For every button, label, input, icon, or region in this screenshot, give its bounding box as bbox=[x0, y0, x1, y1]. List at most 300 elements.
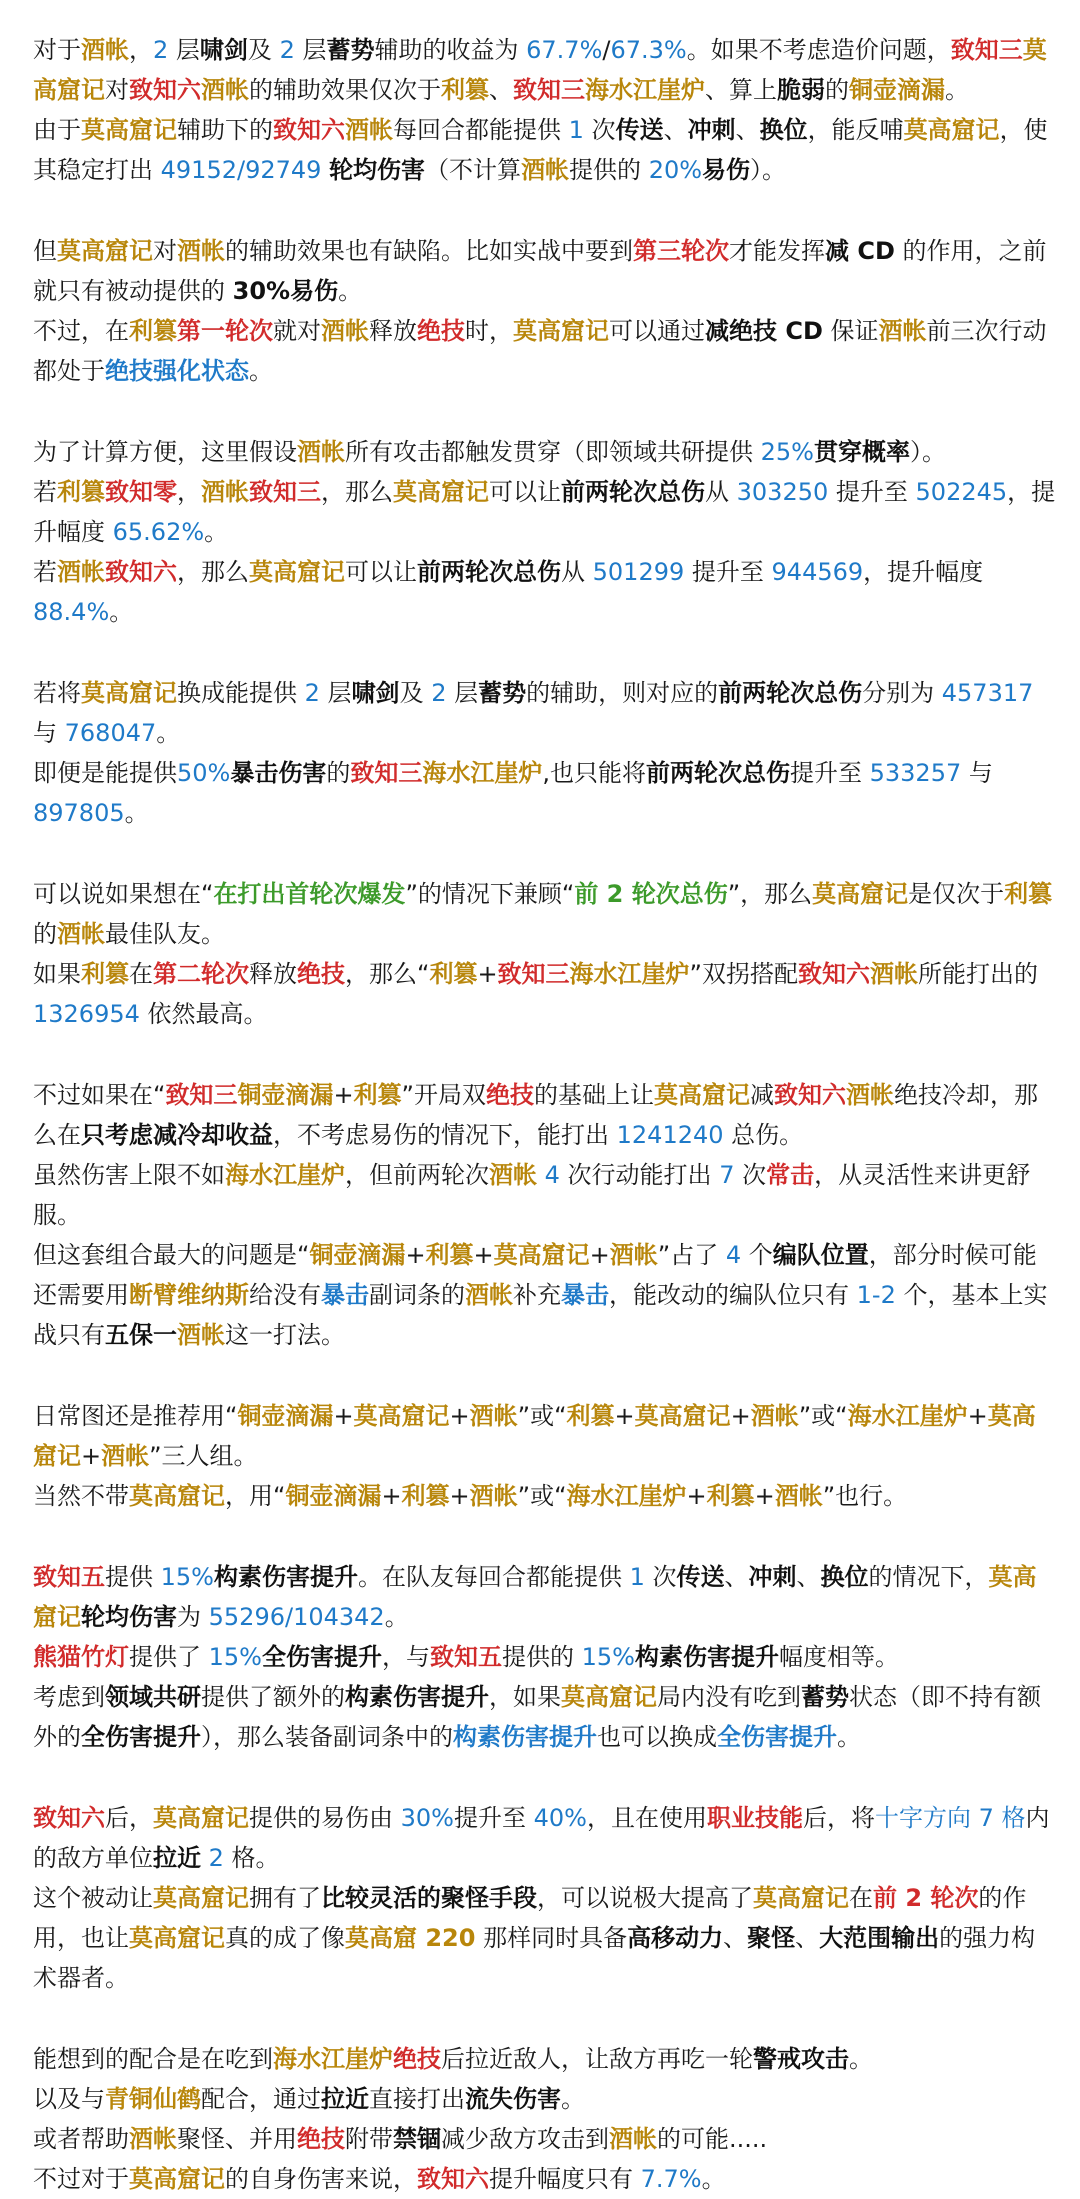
highlight-term: 酒帐 bbox=[609, 2125, 657, 2153]
highlight-term: 酒帐 bbox=[201, 76, 249, 104]
text-run: 幅度相等。 bbox=[778, 1643, 899, 1671]
highlight-term: 酒帐 bbox=[81, 36, 129, 64]
highlight-term: 2 bbox=[208, 1844, 224, 1872]
text-run: 的 bbox=[825, 76, 849, 104]
text-run: 。 bbox=[124, 799, 149, 827]
paragraph bbox=[33, 874, 1056, 1034]
paragraph bbox=[33, 673, 1056, 833]
text-run: 总伤。 bbox=[723, 1121, 804, 1149]
highlight-term: 只考虑减冷却收益 bbox=[81, 1121, 273, 1149]
highlight-term: 酒帐 bbox=[469, 1402, 518, 1430]
highlight-term: 啸剑 bbox=[199, 36, 248, 64]
text-run: ）。 bbox=[750, 156, 787, 184]
text-run: 考虑到 bbox=[33, 1683, 105, 1711]
text-run: 那样同时具备 bbox=[475, 1924, 628, 1952]
text-run: 、 bbox=[489, 76, 513, 104]
highlight-term: 457317 bbox=[941, 679, 1034, 707]
text-run: 为了计算方便，这里假设 bbox=[33, 438, 297, 466]
highlight-term: 传送 bbox=[615, 116, 664, 144]
text-run: + bbox=[333, 1081, 354, 1109]
text-run: ”三人组。 bbox=[149, 1442, 258, 1470]
text-run: 就对 bbox=[273, 317, 321, 345]
highlight-term: 前两轮次总伤 bbox=[718, 679, 863, 707]
text-run: ，能反哺 bbox=[807, 116, 904, 144]
text-run: + bbox=[589, 1241, 610, 1269]
highlight-term: 酒帐 bbox=[201, 478, 249, 506]
highlight-term: 酒帐 bbox=[297, 438, 345, 466]
text-run: 、算上 bbox=[705, 76, 777, 104]
highlight-term: 前两轮次总伤 bbox=[417, 558, 561, 586]
text-run: 由于 bbox=[33, 116, 81, 144]
text-run: 。 bbox=[701, 2165, 726, 2193]
text-run: 的情况下， bbox=[868, 1563, 989, 1591]
text-run: + bbox=[473, 1241, 494, 1269]
text-run: 前三次行动都处于 bbox=[33, 317, 1047, 385]
text-run: / bbox=[602, 36, 611, 64]
text-run: ”或“ bbox=[517, 1402, 567, 1430]
highlight-term: 减 CD bbox=[825, 237, 895, 265]
highlight-term: 青铜仙鹤 bbox=[105, 2085, 201, 2113]
text-run: 的强力构术器者。 bbox=[33, 1924, 1036, 1992]
text-run: 提供的 bbox=[569, 156, 649, 184]
text-run: 这一打法。 bbox=[225, 1321, 345, 1349]
highlight-term: 莫高窟记 bbox=[653, 1081, 750, 1109]
highlight-term: 脆弱 bbox=[777, 76, 825, 104]
text-run: 次 bbox=[583, 116, 616, 144]
highlight-term: 熊猫竹灯 bbox=[33, 1643, 129, 1671]
text-line bbox=[33, 874, 1056, 954]
highlight-term: 五保一 bbox=[105, 1321, 177, 1349]
text-run: 减 bbox=[749, 1081, 774, 1109]
highlight-term: 49152/92749 bbox=[160, 156, 322, 184]
text-run: 提升至 bbox=[453, 1804, 534, 1832]
highlight-term: 2 bbox=[304, 679, 320, 707]
highlight-term: 致知三 bbox=[165, 1081, 238, 1109]
text-run: 副词条的 bbox=[369, 1281, 465, 1309]
text-run: + bbox=[449, 1402, 470, 1430]
text-run: 但这套组合最大的问题是“ bbox=[33, 1241, 310, 1269]
highlight-term: 致知三 bbox=[497, 960, 570, 988]
text-run: 或者帮助 bbox=[33, 2125, 129, 2153]
highlight-term: 铜壶滴漏 bbox=[237, 1081, 334, 1109]
text-run: 虽然伤害上限不如 bbox=[33, 1161, 225, 1189]
paragraph bbox=[33, 1557, 1056, 1757]
text-run: 、 bbox=[663, 116, 688, 144]
text-run: 以及与 bbox=[33, 2085, 105, 2113]
highlight-term: 莫高窟记 bbox=[634, 1402, 731, 1430]
paragraph bbox=[33, 1396, 1056, 1516]
highlight-term: 海水江崖炉 bbox=[585, 76, 705, 104]
text-run: 层 bbox=[319, 679, 352, 707]
text-run: 状态（即不持有额外的 bbox=[33, 1683, 1041, 1751]
highlight-term: 莫高窟记 bbox=[33, 36, 1047, 104]
text-run: 从 bbox=[705, 478, 737, 506]
highlight-term: 40% bbox=[533, 1804, 587, 1832]
highlight-term: 莫高窟记 bbox=[33, 1402, 1036, 1470]
highlight-term: 职业技能 bbox=[706, 1804, 803, 1832]
text-run: ，提升幅度 bbox=[33, 478, 1056, 546]
text-run: 。在队友每回合都能提供 bbox=[357, 1563, 630, 1591]
text-run: 与 bbox=[961, 759, 993, 787]
highlight-term: 蓄势 bbox=[478, 679, 527, 707]
highlight-term: 25% bbox=[760, 438, 814, 466]
highlight-term: 比较灵活的聚怪手段 bbox=[321, 1884, 537, 1912]
highlight-term: 海水江崖炉 bbox=[225, 1161, 345, 1189]
highlight-term: 944569 bbox=[771, 558, 864, 586]
paragraph bbox=[33, 432, 1056, 632]
highlight-term: 铜壶滴漏 bbox=[285, 1482, 382, 1510]
highlight-term: 构素伤害提升 bbox=[453, 1723, 597, 1751]
text-run: 的 bbox=[33, 920, 57, 948]
text-line bbox=[33, 1878, 1056, 1998]
text-run: ，从灵活性来讲更舒服。 bbox=[33, 1161, 1031, 1229]
text-run: 若 bbox=[33, 478, 57, 506]
highlight-term: 莫高窟记 bbox=[129, 1482, 225, 1510]
highlight-term: 2 bbox=[153, 36, 169, 64]
text-run: 后拉近敌人，让敌方再吃一轮 bbox=[441, 2045, 753, 2073]
highlight-term: 67.7% bbox=[526, 36, 603, 64]
highlight-term: 绝技 bbox=[417, 317, 465, 345]
highlight-term: 禁锢 bbox=[393, 2125, 441, 2153]
text-run: 。 bbox=[109, 598, 134, 626]
highlight-term: 易伤 bbox=[702, 156, 751, 184]
highlight-term: 莫高窟记 bbox=[153, 1804, 249, 1832]
text-run: 辅助的收益为 bbox=[374, 36, 527, 64]
text-run: 提升幅度只有 bbox=[489, 2165, 641, 2193]
highlight-term: 1 bbox=[629, 1563, 645, 1591]
text-run: ，使其稳定打出 bbox=[33, 116, 1048, 184]
highlight-term: 莫高窟 220 bbox=[345, 1924, 476, 1952]
highlight-term: 酒帐 bbox=[345, 116, 393, 144]
text-run: 是仅次于 bbox=[908, 880, 1005, 908]
paragraph bbox=[33, 231, 1056, 391]
text-run: 层 bbox=[294, 36, 327, 64]
highlight-term: 构素伤害提升 bbox=[213, 1563, 358, 1591]
text-line bbox=[33, 552, 1056, 632]
text-run: 的 bbox=[326, 759, 351, 787]
highlight-term: 前两轮次总伤 bbox=[645, 759, 790, 787]
text-run: 可以说如果想在“ bbox=[33, 880, 214, 908]
text-run: ，可以说极大提高了 bbox=[537, 1884, 753, 1912]
highlight-term: 绝技 bbox=[393, 2045, 441, 2073]
text-run: 的作用，也让 bbox=[33, 1884, 1027, 1952]
text-line bbox=[33, 1476, 1056, 1516]
text-line bbox=[33, 1677, 1056, 1757]
text-run: 。 bbox=[156, 719, 181, 747]
text-run: 的辅助效果仅次于 bbox=[249, 76, 441, 104]
text-run: 为 bbox=[177, 1603, 209, 1631]
text-run: ，用“ bbox=[225, 1482, 286, 1510]
highlight-term: 减绝技 CD bbox=[705, 317, 823, 345]
highlight-term: 4 bbox=[725, 1241, 742, 1269]
highlight-term: 利篡 bbox=[429, 960, 478, 988]
text-run: ，部分时候可能还需要用 bbox=[33, 1241, 1037, 1309]
highlight-term: 绝技 bbox=[297, 960, 345, 988]
text-run: 依然最高。 bbox=[139, 1000, 268, 1028]
text-run: 可以让 bbox=[489, 478, 561, 506]
text-run: 辅助下的 bbox=[177, 116, 273, 144]
text-run: 拥有了 bbox=[249, 1884, 321, 1912]
text-run: + bbox=[967, 1402, 988, 1430]
text-run: ，与 bbox=[381, 1643, 430, 1671]
highlight-term: 海水江崖炉 bbox=[566, 1482, 687, 1510]
highlight-term: 传送 bbox=[676, 1563, 725, 1591]
text-run: 。 bbox=[837, 1723, 861, 1751]
text-run: 的作用，之前就只有被动提供的 bbox=[33, 237, 1047, 305]
text-run: 但 bbox=[33, 237, 57, 265]
highlight-term: 第二轮次 bbox=[153, 960, 249, 988]
text-run: 、 bbox=[795, 1924, 820, 1952]
paragraph bbox=[33, 30, 1056, 190]
highlight-term: 暴击 bbox=[321, 1281, 369, 1309]
highlight-term: 酒帐 bbox=[489, 1161, 537, 1189]
highlight-term: 致知六 bbox=[797, 960, 870, 988]
text-run: 从 bbox=[561, 558, 593, 586]
highlight-term: 全伤害提升 bbox=[261, 1643, 382, 1671]
highlight-term: 303250 bbox=[736, 478, 829, 506]
text-run: 。 bbox=[945, 76, 969, 104]
highlight-term: 断臂维纳斯 bbox=[129, 1281, 249, 1309]
highlight-term: 致知六 bbox=[773, 1081, 846, 1109]
paragraph bbox=[33, 1075, 1056, 1355]
text-run: ”的情况下兼顾“ bbox=[405, 880, 575, 908]
highlight-term: 897805 bbox=[33, 799, 125, 827]
highlight-term: 构素伤害提升 bbox=[634, 1643, 779, 1671]
text-run: 。 bbox=[849, 2045, 873, 2073]
text-run: + bbox=[81, 1442, 102, 1470]
highlight-term: 利篡 bbox=[425, 1241, 474, 1269]
highlight-term: 绝技强化状态 bbox=[105, 357, 249, 385]
text-run: ，那么 bbox=[321, 478, 393, 506]
highlight-term: 常击 bbox=[766, 1161, 815, 1189]
text-run: 对 bbox=[153, 237, 177, 265]
highlight-term: 酒帐 bbox=[869, 960, 918, 988]
text-line bbox=[33, 2119, 1056, 2159]
text-run: + bbox=[614, 1402, 635, 1430]
highlight-term: 暴击 bbox=[561, 1281, 609, 1309]
highlight-term: 莫高窟记 bbox=[153, 1884, 249, 1912]
highlight-term: 1-2 bbox=[856, 1281, 896, 1309]
text-line bbox=[33, 2039, 1056, 2079]
text-run: ），那么装备副词条中的 bbox=[201, 1723, 453, 1751]
highlight-term: 冲刺 bbox=[687, 116, 736, 144]
text-line bbox=[33, 2159, 1056, 2199]
highlight-term: 1 bbox=[568, 116, 584, 144]
text-run: 可以让 bbox=[345, 558, 417, 586]
highlight-term: 致知三 bbox=[249, 478, 321, 506]
highlight-term: 致知三 bbox=[950, 36, 1023, 64]
text-run: ，且在使用 bbox=[586, 1804, 707, 1832]
text-run: 次行动能打出 bbox=[559, 1161, 720, 1189]
highlight-term: 30% bbox=[400, 1804, 454, 1832]
text-line bbox=[33, 1637, 1056, 1677]
text-run: 附带 bbox=[345, 2125, 393, 2153]
text-run: ，那么“ bbox=[345, 960, 430, 988]
text-run: 。 bbox=[561, 2085, 585, 2113]
highlight-term: 2 bbox=[279, 36, 295, 64]
text-line bbox=[33, 1557, 1056, 1637]
highlight-term: 莫高窟记 bbox=[393, 478, 489, 506]
text-run: + bbox=[730, 1402, 751, 1430]
text-run: ，那么 bbox=[177, 558, 249, 586]
highlight-term: 55296/104342 bbox=[208, 1603, 385, 1631]
text-run bbox=[201, 1844, 209, 1872]
text-run: 释放 bbox=[369, 317, 417, 345]
text-line bbox=[33, 1798, 1056, 1878]
text-run: ，但前两轮次 bbox=[345, 1161, 489, 1189]
highlight-term: 莫高窟记 bbox=[561, 1683, 657, 1711]
highlight-term: 利篡 bbox=[353, 1081, 402, 1109]
highlight-term: 警戒攻击 bbox=[753, 2045, 849, 2073]
text-run: ,也只能将 bbox=[542, 759, 646, 787]
highlight-term: 致知六 bbox=[129, 76, 201, 104]
text-run: 。 bbox=[204, 518, 229, 546]
text-run: 即便是能提供 bbox=[33, 759, 177, 787]
highlight-term: 十字方向 7 格 bbox=[874, 1804, 1026, 1832]
text-run: 给没有 bbox=[249, 1281, 321, 1309]
highlight-term: 莫高窟记 bbox=[353, 1402, 450, 1430]
text-run: 所有攻击都触发贯穿（即领域共研提供 bbox=[345, 438, 761, 466]
text-run: 。如果不考虑造价问题， bbox=[686, 36, 951, 64]
highlight-term: 第一轮次 bbox=[177, 317, 273, 345]
text-run: + bbox=[449, 1482, 470, 1510]
text-run: 换成能提供 bbox=[177, 679, 305, 707]
highlight-term: 65.62% bbox=[112, 518, 205, 546]
highlight-term: 大范围输出 bbox=[819, 1924, 940, 1952]
paragraph bbox=[33, 1798, 1056, 1998]
text-run bbox=[537, 1161, 545, 1189]
text-line bbox=[33, 1075, 1056, 1155]
highlight-term: 前 2 轮次 bbox=[873, 1884, 979, 1912]
text-run: ，提升幅度 bbox=[863, 558, 984, 586]
text-run: 真的成了像 bbox=[225, 1924, 345, 1952]
text-run: 保证 bbox=[822, 317, 879, 345]
text-run: + bbox=[333, 1402, 354, 1430]
text-run: 时， bbox=[465, 317, 513, 345]
text-line bbox=[33, 673, 1056, 753]
text-run: + bbox=[754, 1482, 775, 1510]
text-run: ”占了 bbox=[657, 1241, 726, 1269]
highlight-term: 莫高窟记 bbox=[903, 116, 1000, 144]
highlight-term: 莫高窟记 bbox=[81, 679, 177, 707]
text-run: 也可以换成 bbox=[597, 1723, 717, 1751]
highlight-term: 致知六 bbox=[273, 116, 345, 144]
highlight-term: 海水江崖炉 bbox=[273, 2045, 393, 2073]
highlight-term: 利篡 bbox=[81, 960, 129, 988]
highlight-term: 2 bbox=[431, 679, 447, 707]
highlight-term: 502245 bbox=[915, 478, 1008, 506]
text-run: ，不考虑易伤的情况下，能打出 bbox=[273, 1121, 617, 1149]
text-run: + bbox=[686, 1482, 707, 1510]
highlight-term: 莫高窟记 bbox=[513, 317, 609, 345]
text-run: 及 bbox=[247, 36, 280, 64]
highlight-term: 利篡 bbox=[566, 1402, 615, 1430]
text-run: 分别为 bbox=[862, 679, 942, 707]
text-run: ”也行。 bbox=[822, 1482, 908, 1510]
text-run: ”或“ bbox=[517, 1482, 567, 1510]
text-run: ， bbox=[177, 478, 201, 506]
text-line bbox=[33, 2079, 1056, 2119]
text-run: 内的敌方单位 bbox=[33, 1804, 1050, 1872]
text-run: + bbox=[381, 1482, 402, 1510]
highlight-term: 酒帐 bbox=[750, 1402, 799, 1430]
highlight-term: 致知五 bbox=[33, 1563, 105, 1591]
text-run: 、 bbox=[735, 116, 760, 144]
text-run: 日常图还是推荐用“ bbox=[33, 1402, 238, 1430]
text-run: 不过对于 bbox=[33, 2165, 129, 2193]
text-line bbox=[33, 954, 1056, 1034]
highlight-term: 533257 bbox=[869, 759, 962, 787]
text-run: 的基础上让 bbox=[533, 1081, 654, 1109]
text-run: 提升至 bbox=[789, 759, 870, 787]
text-line bbox=[33, 753, 1056, 833]
highlight-term: 轮均伤害 bbox=[329, 156, 426, 184]
highlight-term: 15% bbox=[160, 1563, 214, 1591]
text-line bbox=[33, 30, 1056, 110]
highlight-term: 编队位置 bbox=[772, 1241, 869, 1269]
text-run: 不过如果在“ bbox=[33, 1081, 166, 1109]
text-run: 提供 bbox=[105, 1563, 161, 1591]
highlight-term: 莫高窟记 bbox=[129, 2165, 225, 2193]
highlight-term: 88.4% bbox=[33, 598, 110, 626]
highlight-term: 15% bbox=[581, 1643, 635, 1671]
highlight-term: 莫高窟记 bbox=[81, 116, 177, 144]
highlight-term: 暴击伤害 bbox=[230, 759, 327, 787]
text-run: 补充 bbox=[513, 1281, 561, 1309]
text-run: 格。 bbox=[223, 1844, 280, 1872]
highlight-term: 海水江崖炉 bbox=[569, 960, 690, 988]
text-run: 提供了额外的 bbox=[201, 1683, 345, 1711]
highlight-term: 第三轮次 bbox=[633, 237, 729, 265]
highlight-term: 利篡 bbox=[1004, 880, 1053, 908]
highlight-term: 致知六 bbox=[105, 558, 177, 586]
highlight-term: 拉近 bbox=[153, 1844, 201, 1872]
highlight-term: 酒帐 bbox=[177, 237, 225, 265]
text-run: 层 bbox=[168, 36, 200, 64]
highlight-term: 酒帐 bbox=[845, 1081, 894, 1109]
highlight-term: 利篡 bbox=[401, 1482, 450, 1510]
text-run: （不计算 bbox=[425, 156, 522, 184]
highlight-term: 酒帐 bbox=[469, 1482, 518, 1510]
text-run: 绝技冷却，那么在 bbox=[33, 1081, 1038, 1149]
highlight-term: 铜壶滴漏 bbox=[849, 76, 945, 104]
highlight-term: 莫高窟记 bbox=[249, 558, 345, 586]
text-run: 、 bbox=[723, 1924, 748, 1952]
highlight-term: 50% bbox=[177, 759, 231, 787]
text-run: 这个被动让 bbox=[33, 1884, 153, 1912]
text-run: 层 bbox=[446, 679, 479, 707]
highlight-term: 构素伤害提升 bbox=[345, 1683, 489, 1711]
highlight-term: 高移动力 bbox=[627, 1924, 724, 1952]
text-run: 后，将 bbox=[802, 1804, 875, 1832]
highlight-term: 拉近 bbox=[321, 2085, 369, 2113]
text-run: 个，基本上实战只有 bbox=[33, 1281, 1048, 1349]
text-run: ，能改动的编队位只有 bbox=[609, 1281, 857, 1309]
highlight-term: 莫高窟记 bbox=[129, 1924, 225, 1952]
highlight-term: 1241240 bbox=[616, 1121, 724, 1149]
highlight-term: 酒帐 bbox=[321, 317, 369, 345]
text-run: + bbox=[477, 960, 498, 988]
highlight-term: 莫高窟记 bbox=[57, 237, 153, 265]
text-run: 次 bbox=[644, 1563, 677, 1591]
highlight-term: 聚怪 bbox=[747, 1924, 796, 1952]
text-run: 直接打出 bbox=[369, 2085, 465, 2113]
text-run: 在 bbox=[849, 1884, 873, 1912]
text-run: 。 bbox=[384, 1603, 409, 1631]
highlight-term: 酒帐 bbox=[609, 1241, 658, 1269]
text-run: 。 bbox=[338, 277, 363, 305]
highlight-term: 酒帐 bbox=[101, 1442, 150, 1470]
